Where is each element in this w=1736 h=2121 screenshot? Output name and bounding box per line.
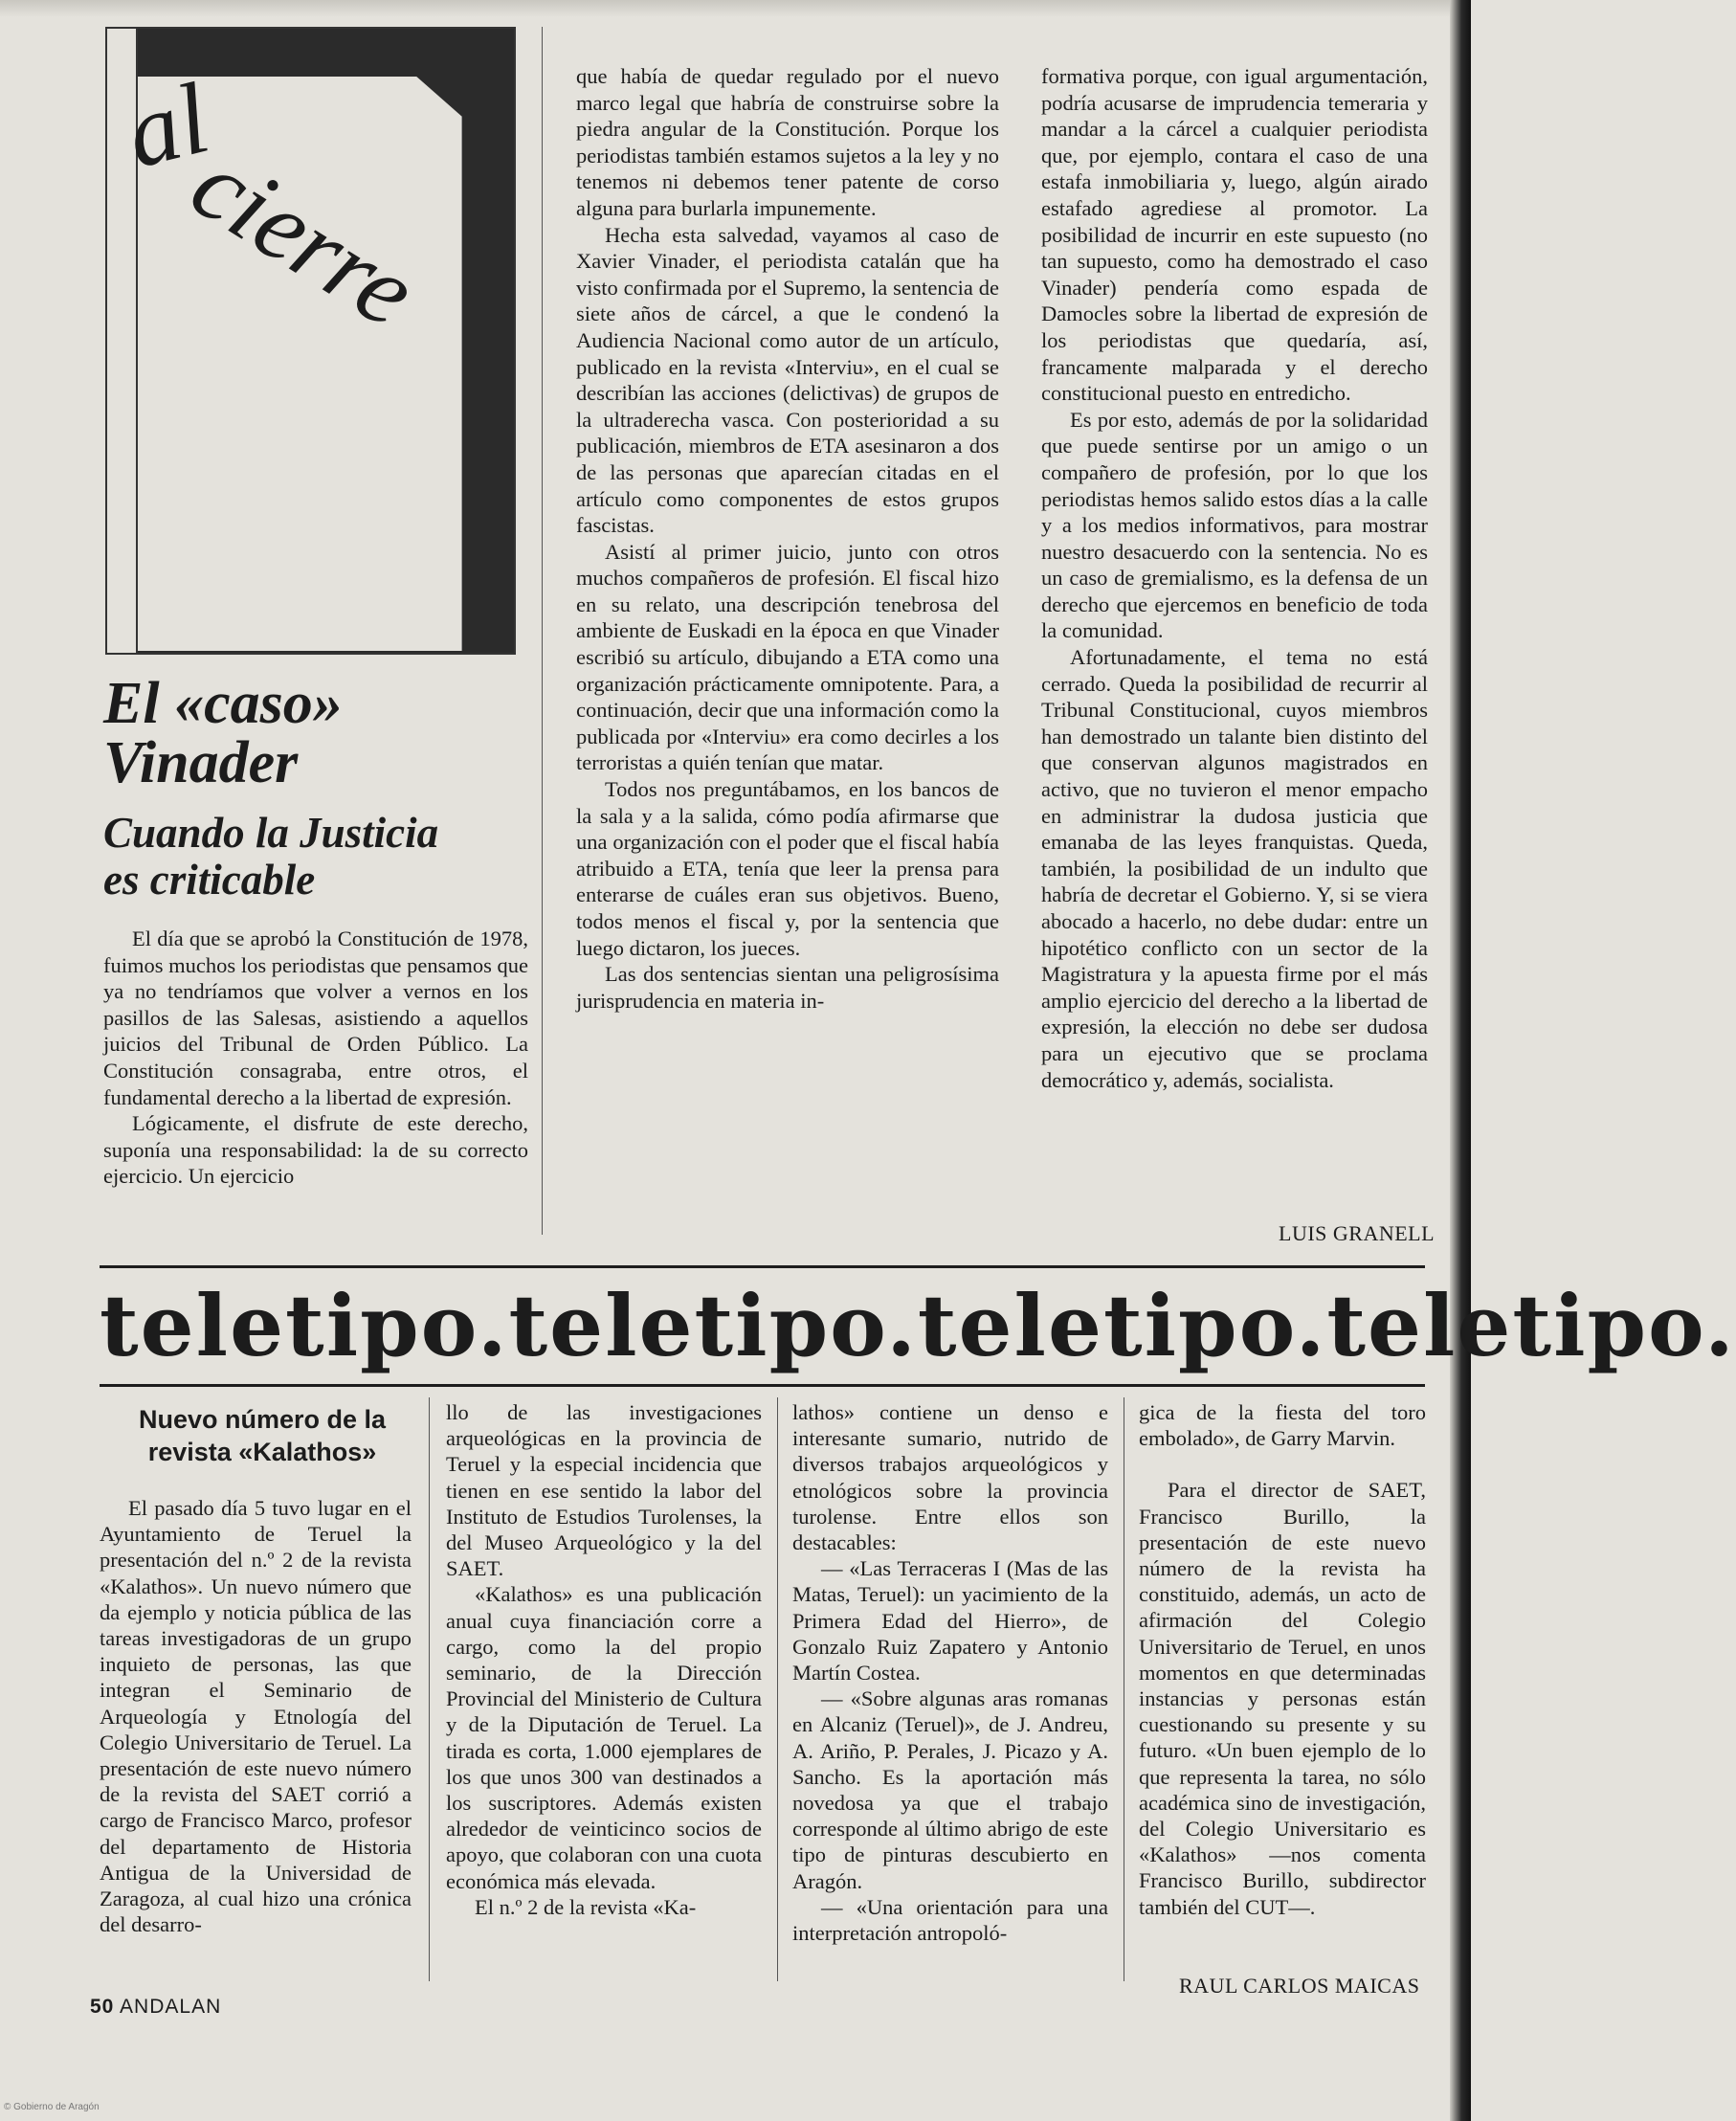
banner-bottom-rule: [100, 1384, 1425, 1387]
article1-subtitle: [103, 810, 544, 904]
article1-paragraph: Las dos sentencias sientan una peligrosísima jurisprudencia en materia in-: [576, 962, 999, 1013]
article1-title: [103, 671, 544, 795]
article1-title-line2: Vinader: [103, 730, 299, 795]
article1-paragraph: Todos nos preguntábamos, en los bancos de la sala y a la salida, cómo podía afirmarse que una organización con el poder que el fiscal había atribuido a ETA, tenía que leer la prensa para enterarse de cuáles eran sus objetivos. Bueno, todos menos el fiscal y, por la sentencia que luego dictaron, los jueces.: [576, 777, 999, 960]
article1-paragraph: Hecha esta salvedad, vayamos al caso de Xavier Vinader, el periodista catalán que ha visto confirmada por el Supremo, la sentencia de siete años de cárcel, a que le condenó la Audiencia Nacional como autor de un artículo, publicado en la revista «Interviu», en el cual se describían las acciones (delictivas) de grupos de la ultraderecha vasca. Con posterioridad a su publicación, miembros de ETA asesinaron a dos de las personas que aparecían citadas en el artículo como componentes de estos grupos fascistas.: [576, 222, 999, 538]
article1-paragraph: El día que se aprobó la Constitución de 1978, fuimos muchos los periodistas que pensamos que ya no tendríamos que volver a vernos en los pasillos de las Salesas, asistiendo a aquellos juicios del Tribunal de Orden Público. La Constitución consagraba, entre otros, el fundamental derecho a la libertad de expresión.: [103, 927, 528, 1109]
page-footer: [90, 1996, 221, 2019]
article1-paragraph: formativa porque, con igual argumentación, podría acusarse de imprudencia temeraria y mandar a la cárcel a cualquier periodista que, por ejemplo, contara el caso de una estafa inmobiliaria y, luego, algún airado estafado agrediese al promotor. La posibilidad de incurrir en este supuesto (no tan supuesto, como ha demostrado el caso Vinader) pendería como espada de Damocles sobre la libertad de expresión de los periodistas que quedaría, así, francamente malparada y el derecho constitucional puesto en entredicho.: [1041, 64, 1428, 406]
article2-paragraph: lathos» contiene un denso e interesante sumario, nutrido de diversos trabajos arqueológicos y etnológicos sobre la provincia turolense. Entre ellos son destacables:: [792, 1400, 1108, 1555]
article2-paragraph: llo de las investigaciones arqueológicas en la provincia de Teruel y la especial incidencia que tienen en ese sentido la labor del Instituto de Estudios Turolenses, la del Museo Arqueológico y la del SAET.: [446, 1400, 762, 1581]
article1-paragraph: Asistí al primer juicio, junto con otros muchos compañeros de profesión. El fiscal hizo en su relato, una descripción tenebrosa del ambiente de Euskadi en la época en que Vinader escribió su artículo, dibujando a ETA como una organización prácticamente omnipotente. Para, a continuación, decir que una información como la publicada por «Interviu» era como decirles a los terroristas a quién tenían que matar.: [576, 539, 999, 775]
column-divider: [777, 1397, 778, 1981]
column-divider: [542, 27, 543, 1235]
article1-paragraph: Afortunadamente, el tema no está cerrado. Queda la posibilidad de recurrir al Tribunal Constitucional, cuyos miembros han demostrado un talante bien distinto del que conservan algunos magistrados en activo, que no tuvieron el menor empacho en administrar la dudosa justicia que emanaba de las leyes franquistas. Queda, también, la posibilidad de un indulto que habría de decretar el Gobierno. Y, si se viera abocado a hacerlo, no debe dudar: entre un hipotético conflicto con un sector de la Magistratura y la apuesta firme por el más amplio ejercicio del derecho a la libertad de expresión, la elección no debe ser dudosa para un ejecutivo que se proclama democrático y, además, socialista.: [1041, 645, 1428, 1092]
page-number: 50: [90, 1996, 115, 2018]
column-heading-al: al: [115, 61, 219, 190]
article2-column-1: [100, 1495, 412, 1937]
article2-title: [100, 1403, 425, 1468]
article2-paragraph: — «Las Terraceras I (Mas de las Matas, Teruel): un yacimiento de la Primera Edad del Hierro», de Gonzalo Ruiz Zapatero y Antonio Martín Costea.: [792, 1556, 1108, 1686]
article2-column-4: [1139, 1399, 1426, 1920]
banner-word: teletipo.: [100, 1276, 509, 1375]
page-top-edge: [0, 0, 1450, 17]
article1-paragraph: Lógicamente, el disfrute de este derecho, suponía una responsabilidad: la de su correcto ejercicio. Un ejercicio: [103, 1111, 528, 1189]
article2-paragraph: — «Sobre algunas aras romanas en Alcaniz (Teruel)», de J. Andreu, A. Ariño, P. Perales, J. Picazo y A. Sancho. Es la aportación más novedosa ya que el trabajo corresponde al último abrigo de este tipo de pinturas descubierto en Aragón.: [792, 1686, 1108, 1893]
article2-paragraph: gica de la fiesta del toro embolado», de Garry Marvin.: [1139, 1400, 1426, 1451]
publication-name: ANDALAN: [120, 1996, 222, 2018]
article1-paragraph: Es por esto, además de por la solidaridad que puede sentirse por un amigo o un compañero de profesión, por lo que los periodistas hemos salido estos días a la calle y a los medios informativos, para mostrar nuestro desacuerdo con la sentencia. No es un caso de gremialismo, es la defensa de un derecho que ejercemos en beneficio de toda la comunidad.: [1041, 407, 1428, 643]
article1-title-line1: El «caso»: [103, 671, 343, 736]
article2-paragraph: El n.º 2 de la revista «Ka-: [475, 1894, 697, 1919]
banner-word: teletipo.: [917, 1276, 1327, 1375]
column-heading-illustration: [105, 27, 516, 655]
article2-author: RAUL CARLOS MAICAS: [1179, 1974, 1420, 1998]
article1-paragraph: que había de quedar regulado por el nuevo marco legal que habría de construirse sobre la piedra angular de la Constitución. Porque los periodistas también estamos sujetos a la ley y no tenemos ni debemos tener patente de corso alguna para burlarla impunemente.: [576, 64, 999, 220]
column-divider: [429, 1397, 430, 1981]
copyright-notice: © Gobierno de Aragón: [4, 2102, 100, 2112]
article1-subtitle-line2: es criticable: [103, 856, 316, 904]
article2-column-2: [446, 1399, 762, 1920]
banner-top-rule: [100, 1265, 1425, 1268]
article2-paragraph: Para el director de SAET, Francisco Burillo, la presentación de este nuevo número de la revista ha constituido, además, un acto de afirmación del Colegio Universitario de Teruel, en unos momentos en que determinadas instancias y personas están cuestionando su presente y su futuro. «Un buen ejemplo de lo que representa la tarea, no sólo académica sino de investigación, del Colegio Universitario es «Kalathos» —nos comenta Francisco Burillo, subdirector también del CUT—.: [1139, 1478, 1426, 1919]
article1-author: LUIS GRANELL: [1279, 1221, 1436, 1245]
article1-column-2: [576, 63, 999, 1014]
article2-paragraph: «Kalathos» es una publicación anual cuya financiación corre a cargo, como la del propio seminario, de la Dirección Provincial del Ministerio de Cultura y de la Diputación de Teruel. La tirada es corta, 1.000 ejemplares de los que unos 300 van destinados a los suscriptores. Además existen alrededor de veinticinco socios de apoyo, que colaboran con una cuota económica más elevada.: [446, 1582, 762, 1893]
article2-paragraph: — «Una orientación para una interpretación antropoló-: [792, 1894, 1108, 1946]
banner-word: teletipo.: [508, 1276, 918, 1375]
article2-title-line2: revista «Kalathos»: [147, 1438, 377, 1466]
column-heading-cierre: cierre: [173, 126, 435, 349]
article1-subtitle-line1: Cuando la Justicia: [103, 809, 439, 857]
article2-column-3: [792, 1399, 1108, 1946]
article1-column-3: [1041, 63, 1428, 1093]
section-banner-teletipo: [100, 1276, 1736, 1375]
article2-title-line1: Nuevo número de la: [138, 1405, 387, 1434]
article2-paragraph: El pasado día 5 tuvo lugar en el Ayuntamiento de Teruel la presentación del n.º 2 de la revista «Kalathos». Un nuevo número que da ejemplo y noticia pública de las tareas investigadoras de un grupo inquieto de personas, las que integran el Seminario de Arqueología y Etnología del Colegio Universitario de Teruel. La presentación de este nuevo número de la revista del SAET corrió a cargo de Francisco Marco, profesor del departamento de Historia Antigua de la Universidad de Zaragoza, al cual hizo una crónica del desarro-: [100, 1496, 412, 1937]
page-binding-edge: [1450, 0, 1471, 2121]
article1-column-1: [103, 926, 528, 1190]
banner-word: teletipo.: [1326, 1276, 1736, 1375]
